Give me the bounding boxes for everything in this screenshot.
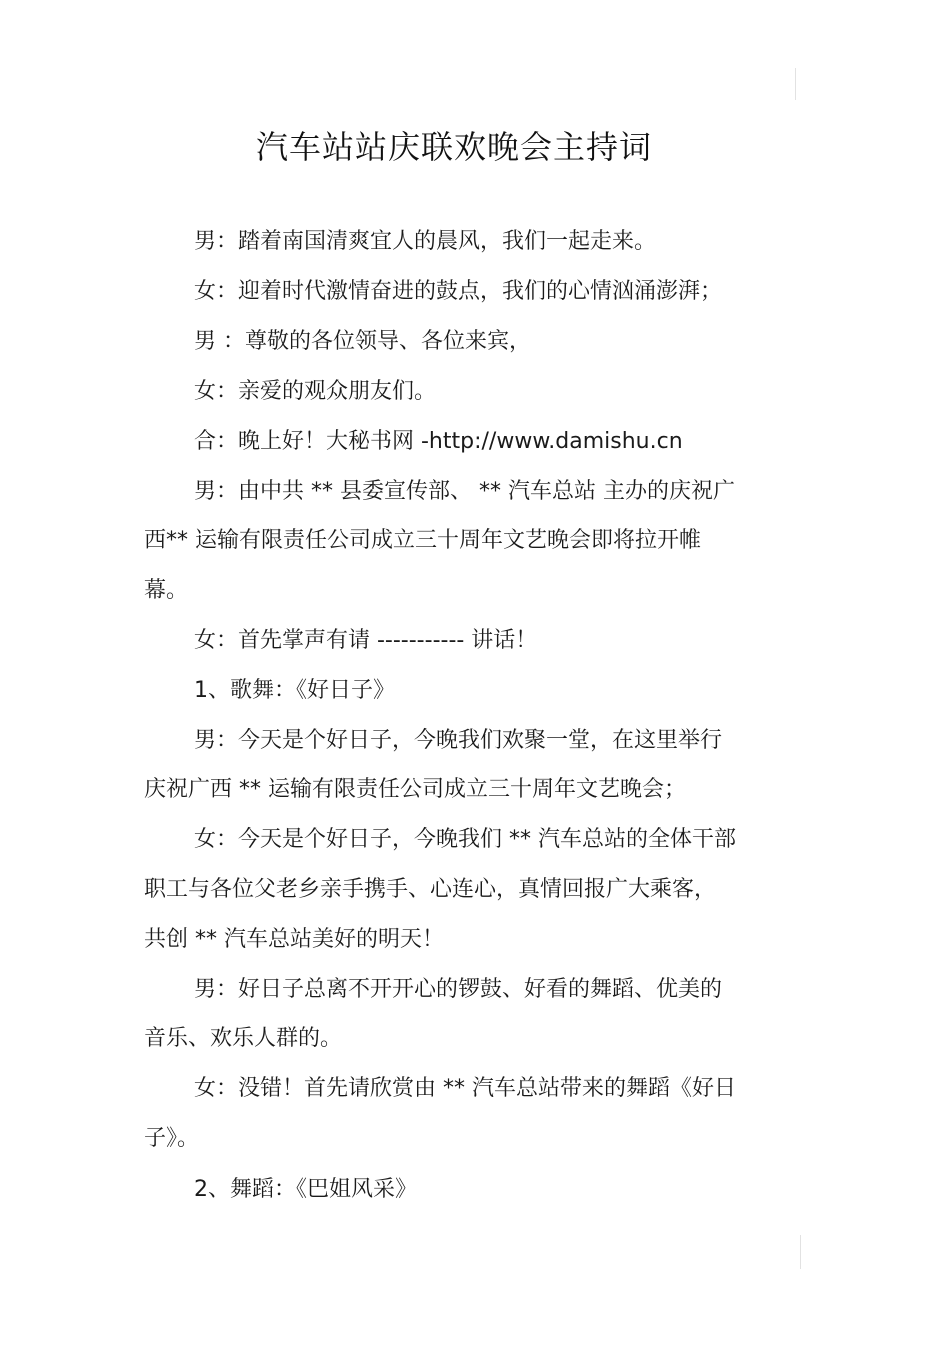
dialogue-line: 女：今天是个好日子，今晚我们 ** 汽车总站的全体干部 (194, 827, 736, 852)
program-item: 2、舞蹈：《巴姐风采》 (194, 1177, 417, 1202)
dialogue-line-continuation: 幕。 (144, 578, 189, 603)
dialogue-line: 女：迎着时代激情奋进的鼓点，我们的心情汹涌澎湃； (194, 279, 723, 304)
dialogue-line-continuation: 音乐、欢乐人群的。 (144, 1026, 343, 1051)
dialogue-line-continuation: 共创 ** 汽车总站美好的明天！ (144, 927, 444, 952)
dialogue-line: 男：好日子总离不开开心的锣鼓、好看的舞蹈、优美的 (194, 977, 723, 1002)
page-edge-mark-top (795, 68, 796, 100)
dialogue-line-continuation: 庆祝广西 ** 运输有限责任公司成立三十周年文艺晚会； (144, 777, 686, 802)
dialogue-line-continuation: 西** 运输有限责任公司成立三十周年文艺晚会即将拉开帷 (144, 528, 701, 553)
dialogue-line: 男：今天是个好日子，今晚我们欢聚一堂，在这里举行 (194, 728, 723, 753)
page-edge-mark-bottom (800, 1235, 801, 1269)
dialogue-line-continuation: 职工与各位父老乡亲手携手、心连心，真情回报广大乘客， (144, 877, 717, 902)
document-title: 汽车站站庆联欢晚会主持词 (255, 128, 652, 166)
dialogue-line: 合：晚上好！大秘书网 -http://www.damishu.cn (194, 429, 683, 454)
program-item: 1、歌舞：《好日子》 (194, 678, 395, 703)
dialogue-line: 女：亲爱的观众朋友们。 (194, 379, 437, 404)
dialogue-line: 男：由中共 ** 县委宣传部、 ** 汽车总站 主办的庆祝广 (194, 479, 735, 504)
dialogue-line-continuation: 子》。 (144, 1126, 200, 1151)
dialogue-line: 男 ：尊敬的各位领导、各位来宾， (194, 329, 531, 354)
dialogue-line: 男：踏着南国清爽宜人的晨风，我们一起走来。 (194, 229, 657, 254)
dialogue-line: 女：没错！首先请欣赏由 ** 汽车总站带来的舞蹈《好日 (194, 1076, 736, 1101)
dialogue-line: 女：首先掌声有请 ----------- 讲话！ (194, 628, 538, 653)
